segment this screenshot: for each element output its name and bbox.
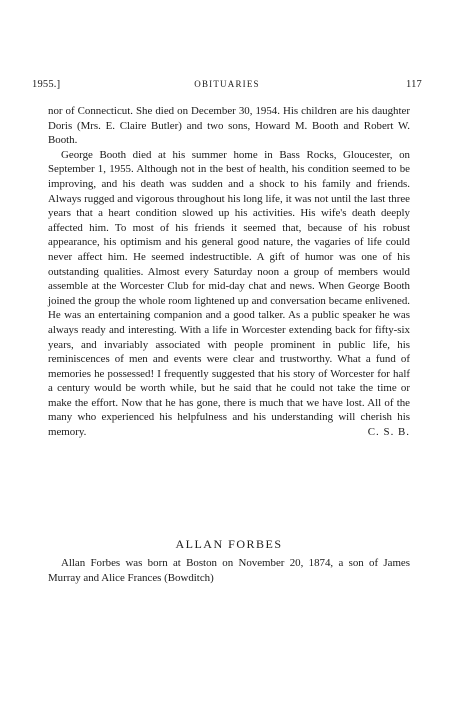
running-head-year: 1955.] <box>32 79 61 90</box>
section-heading: ALLAN FORBES <box>175 537 283 551</box>
running-head <box>32 79 422 93</box>
obituary-body <box>48 104 410 440</box>
page-number: 117 <box>406 79 422 90</box>
paragraph-opening: Allan Forbes was born at Boston on November 20, 1874, a son of James Murray and Alice Frances (Bowditch) <box>48 557 410 584</box>
paragraph-main-text: George Booth died at his summer home in Bass Rocks, Gloucester, on September 1, 1955. Although not in the best of health, his condition seemed to be improving, and his death was sudden and a shock to his family and friends. Always rugged and vigorous throughout his long life, it was not until the last three years that a heart condition slowed up his activities. His wife's death deeply affected him. To most of his friends it seemed that, because of his robust appearance, his optimism and his general good nature, the vagaries of life could never affect him. He seemed indestructible. A gift of humor was one of his outstanding qualities. Almost every Saturday noon a group of members would assemble at the Worcester Club for mid-day chat and news. When George Booth joined the group the whole room lightened up and conversation became enlivened. He was an entertaining companion and a good talker. As a public speaker he was always ready and interesting. With a life in Worcester extending back for fifty-six years, and invariably associated with people prominent in public life, his reminiscences of men and events were clear and trustworthy. What a fund of memories he possessed! I frequently suggested that his story of Worcester for half a century would be worth while, but he said that he could not take the time or make the effort. Now that he has gone, there is much that we have lost. All of the many who experienced his helpfulness and his understanding will cherish his memory. <box>48 148 410 439</box>
paragraph-main <box>48 148 410 440</box>
author-signature: C. S. B. <box>367 426 410 439</box>
paragraph-continued: nor of Connecticut. She died on December 30, 1954. His children are his daughter Doris (Mrs. E. Claire Butler) and two sons, Howard M. Booth and Robert W. Booth. <box>48 105 410 147</box>
running-head-title: OBITUARIES <box>194 79 260 89</box>
next-obituary-body <box>48 556 410 585</box>
